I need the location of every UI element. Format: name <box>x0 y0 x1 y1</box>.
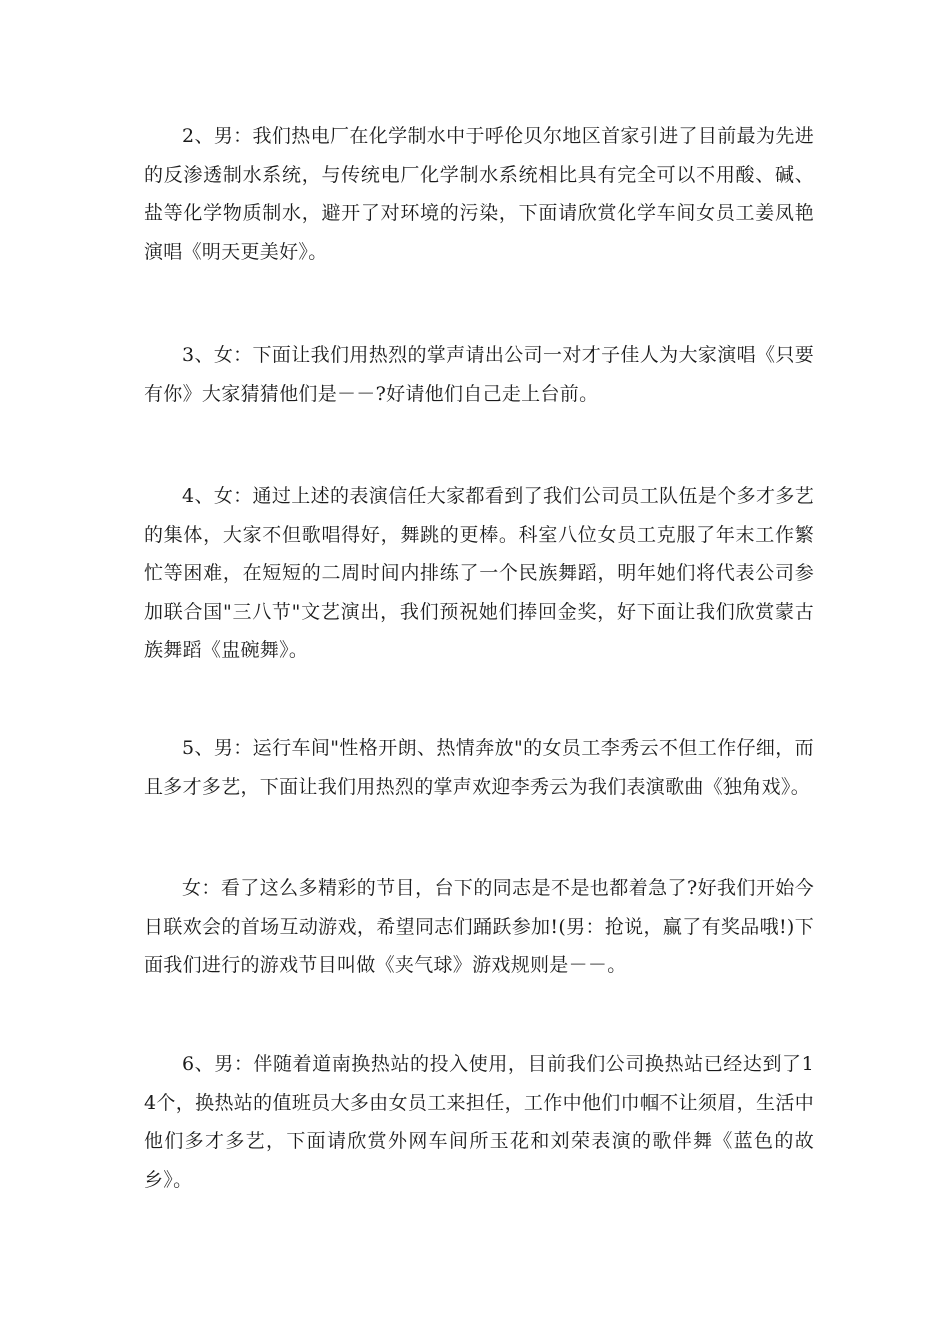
paragraph-item-5: 5、男：运行车间"性格开朗、热情奔放"的女员工李秀云不但工作仔细，而且多才多艺，下面让我们用热烈的掌声欢迎李秀云为我们表演歌曲《独角戏》。 <box>144 737 814 798</box>
paragraph-item-4: 4、女：通过上述的表演信任大家都看到了我们公司员工队伍是个多才多艺的集体，大家不但歌唱得好，舞跳的更棒。科室八位女员工克服了年末工作繁忙等困难，在短短的二周时间内排练了一个民族舞蹈，明年她们将代表公司参加联合国"三八节"文艺演出，我们预祝她们捧回金奖，好下面让我们欣赏蒙古族舞蹈《盅碗舞》。 <box>144 485 814 661</box>
paragraph-item-2: 2、男：我们热电厂在化学制水中于呼伦贝尔地区首家引进了目前最为先进的反渗透制水系统，与传统电厂化学制水系统相比具有完全可以不用酸、碱、盐等化学物质制水，避开了对环境的污染，下面请欣赏化学车间女员工姜凤艳演唱《明天更美好》。 <box>144 125 814 263</box>
paragraph-female-host-game: 女：看了这么多精彩的节目，台下的同志是不是也都着急了?好我们开始今日联欢会的首场互动游戏，希望同志们踊跃参加!(男：抢说，赢了有奖品哦!)下面我们进行的游戏节目叫做《夹气球》游戏规则是－－。 <box>144 877 814 976</box>
paragraph-item-3: 3、女：下面让我们用热烈的掌声请出公司一对才子佳人为大家演唱《只要有你》大家猜猜他们是－－?好请他们自己走上台前。 <box>144 344 814 405</box>
paragraph-item-6: 6、男：伴随着道南换热站的投入使用，目前我们公司换热站已经达到了14个，换热站的值班员大多由女员工来担任，工作中他们巾帼不让须眉，生活中他们多才多艺，下面请欣赏外网车间所玉花和刘荣表演的歌伴舞《蓝色的故乡》。 <box>144 1053 814 1191</box>
